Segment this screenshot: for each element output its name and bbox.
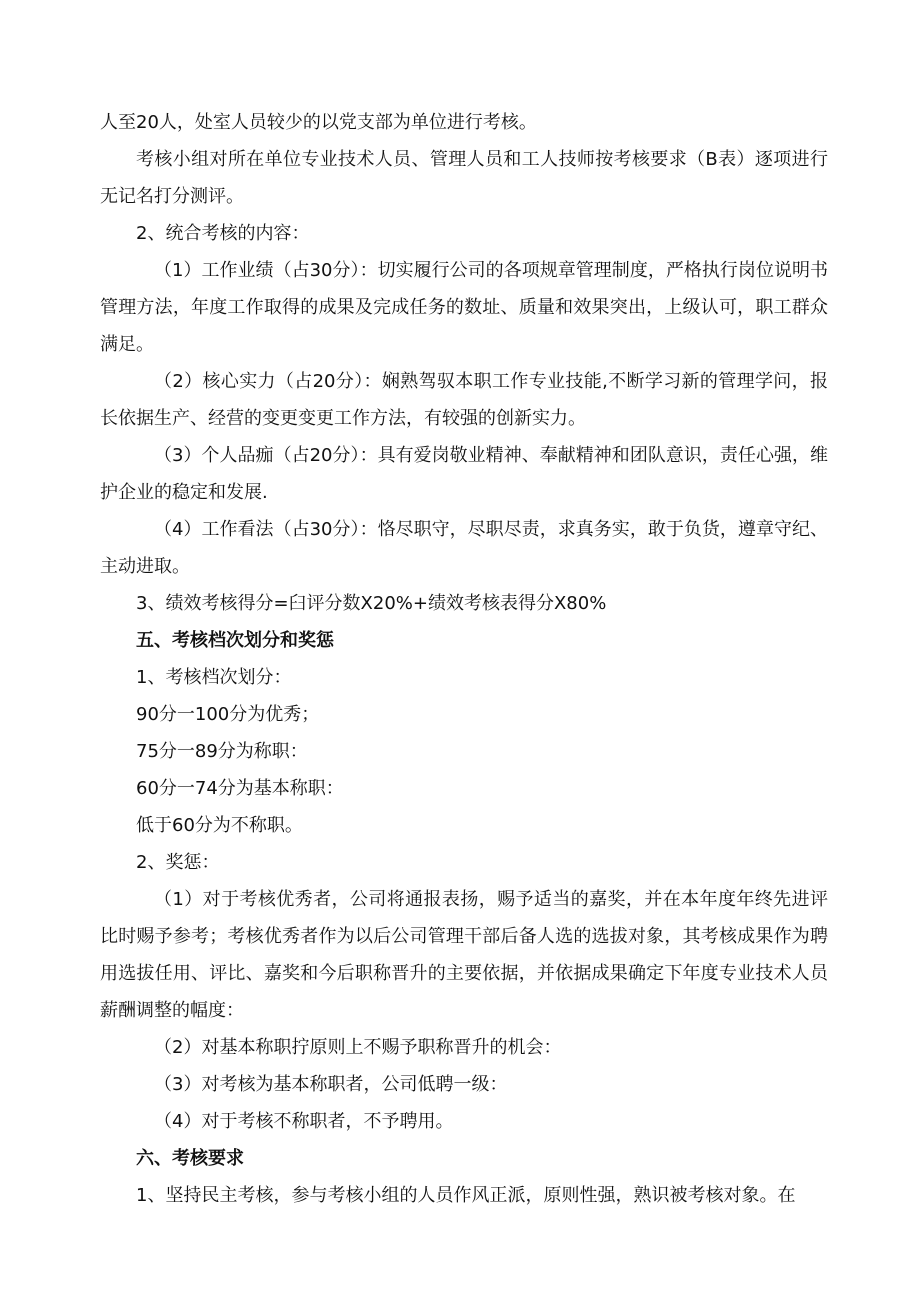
- paragraph-l18: （4）对于考核不称职者，不予聘用。: [154, 1111, 454, 1132]
- paragraph-l06: （3）个人品痂（占20分）：具有爱岗敬业精神、奉献精神和团队意识，责任心强，维护企业的稳定和发展.: [100, 445, 828, 503]
- paragraph-l14: 2、奖惩：: [136, 852, 220, 873]
- paragraph-l17: （3）对考核为基本称职者，公司低聘一级：: [154, 1074, 508, 1095]
- paragraph-l08: 3、绩效考核得分=臼评分数X20%+绩效考核表得分X80%: [136, 593, 607, 614]
- document-body: [100, 104, 828, 1214]
- paragraph-l15: （1）对于考核优秀者，公司将通报表扬，赐予适当的嘉奖，并在本年度年终先进评比时赐予参考；考核优秀者作为以后公司管理干部后备人选的选拔对象，其考核成果作为聘用选拔任用、评比、嘉奖和今后职称晋升的主要依据，并依据成果确定下年度专业技术人员薪酬调整的幅度：: [100, 889, 828, 1021]
- paragraph-l04: （1）工作业绩（占30分）：切实履行公司的各项规章管理制度，严格执行岗位说明书管理方法，年度工作取得的成果及完成任务的数址、质量和效果突出，上级认可，职工群众满足。: [100, 260, 828, 355]
- paragraph-l05: （2）核心实力（占20分）：娴熟驾驭本职工作专业技能,不断学习新的管理学问，报长依据生产、经营的变更变更工作方法，有较强的创新实力。: [100, 371, 828, 429]
- paragraph-l16: （2）对基本称职拧原则上不赐予职称晋升的机会：: [154, 1037, 562, 1058]
- paragraph-l10: 90分一100分为优秀；: [136, 704, 320, 725]
- paragraph-l01: 人至20人，处室人员较少的以党支部为单位进行考核。: [100, 112, 537, 133]
- paragraph-l11: 75分一89分为称职：: [136, 741, 308, 762]
- paragraph-l03: 2、统合考核的内容：: [136, 223, 310, 244]
- paragraph-l09: 1、考核档次划分：: [136, 667, 292, 688]
- paragraph-l02: 考核小组对所在单位专业技术人员、管理人员和工人技师按考核要求（B表）逐项进行无记名打分测评。: [100, 149, 828, 207]
- paragraph-l12: 60分一74分为基本称职：: [136, 778, 344, 799]
- paragraph-l07: （4）工作看法（占30分）：恪尽职守，尽职尽责，求真务实，敢于负货，遵章守纪、主动进取。: [100, 519, 828, 577]
- section-heading-6: 六、考核要求: [136, 1148, 244, 1169]
- paragraph-l13: 低于60分为不称职。: [136, 815, 303, 836]
- paragraph-l19: 1、坚持民主考核，参与考核小组的人员作风正派，原则性强，熟识被考核对象。在: [136, 1185, 796, 1206]
- section-heading-5: 五、考核档次划分和奖惩: [136, 630, 334, 651]
